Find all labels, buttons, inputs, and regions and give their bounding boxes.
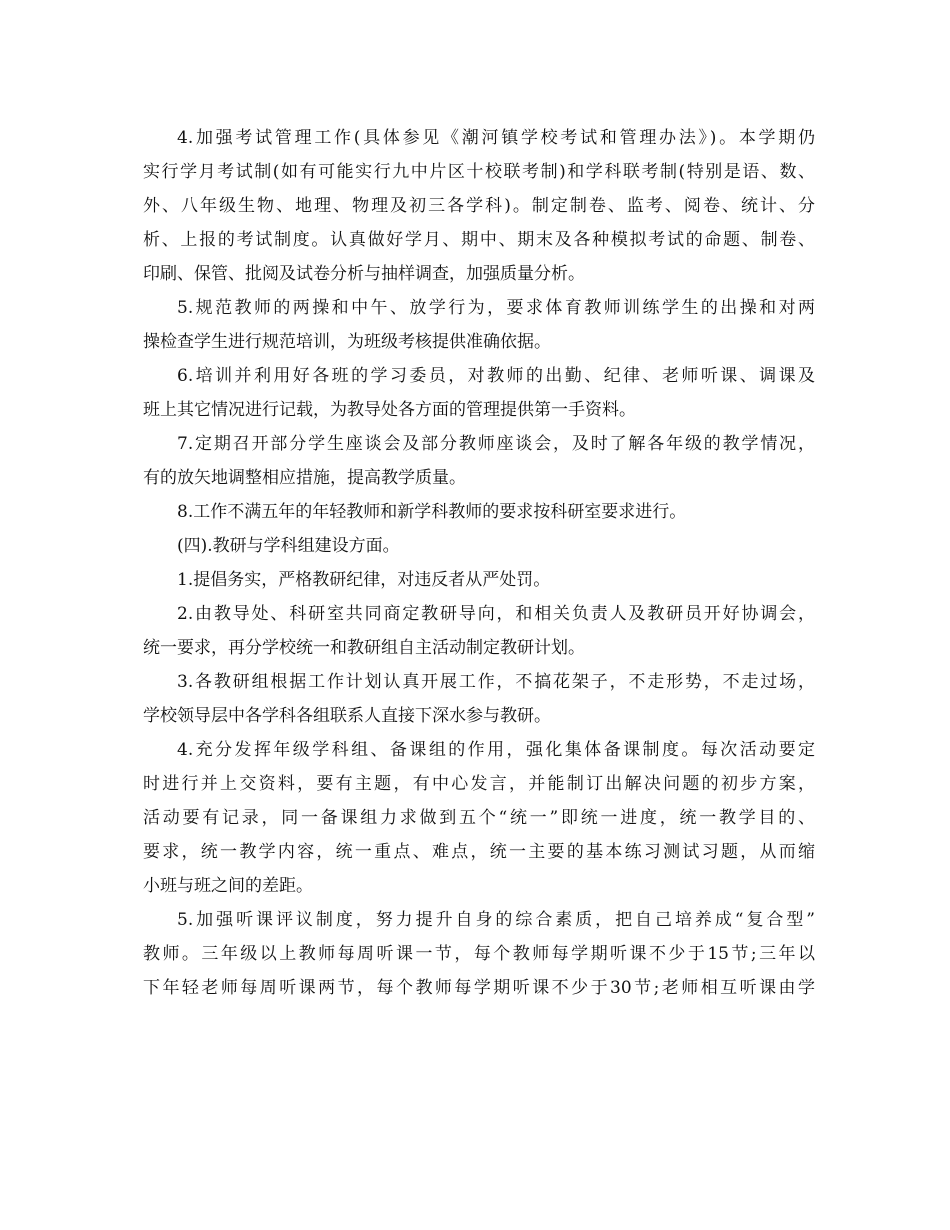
paragraph-line: 6.培训并利用好各班的学习委员，对教师的出勤、纪律、老师听课、调课及 — [177, 366, 815, 386]
paragraph-line: 小班与班之间的差距。 — [143, 876, 313, 896]
paragraph-line: 下年轻老师每周听课两节，每个教师每学期听课不少于30节;老师相互听课由学 — [143, 978, 815, 998]
paragraph-line: 7.定期召开部分学生座谈会及部分教师座谈会，及时了解各年级的教学情况， — [177, 434, 815, 454]
paragraph-line: 要求，统一教学内容，统一重点、难点，统一主要的基本练习测试习题，从而缩 — [143, 842, 815, 862]
paragraph-line: 实行学月考试制(如有可能实行九中片区十校联考制)和学科联考制(特别是语、数、 — [143, 162, 815, 182]
paragraph-line: 析、上报的考试制度。认真做好学月、期中、期末及各种模拟考试的命题、制卷、 — [143, 230, 815, 250]
paragraph-line: 教师。三年级以上教师每周听课一节，每个教师每学期听课不少于15节;三年以 — [143, 944, 815, 964]
paragraph-line: 操检查学生进行规范培训，为班级考核提供准确依据。 — [143, 332, 551, 352]
paragraph-line: 时进行并上交资料，要有主题，有中心发言，并能制订出解决问题的初步方案， — [143, 774, 815, 794]
paragraph-line: 班上其它情况进行记载，为教导处各方面的管理提供第一手资料。 — [143, 400, 636, 420]
paragraph-line: 8.工作不满五年的年轻教师和新学科教师的要求按科研室要求进行。 — [177, 502, 687, 522]
section-heading: (四).教研与学科组建设方面。 — [177, 536, 400, 556]
paragraph-line: 4.加强考试管理工作(具体参见《潮河镇学校考试和管理办法》)。本学期仍 — [177, 128, 815, 148]
paragraph-line: 5.加强听课评议制度，努力提升自身的综合素质，把自己培养成“复合型” — [177, 910, 815, 930]
paragraph-line: 印刷、保管、批阅及试卷分析与抽样调查，加强质量分析。 — [143, 264, 585, 284]
paragraph-line: 5.规范教师的两操和中午、放学行为，要求体育教师训练学生的出操和对两 — [177, 298, 815, 318]
paragraph-line: 3.各教研组根据工作计划认真开展工作，不搞花架子，不走形势，不走过场， — [177, 672, 815, 692]
paragraph-line: 有的放矢地调整相应措施，提高教学质量。 — [143, 468, 466, 488]
paragraph-line: 2.由教导处、科研室共同商定教研导向，和相关负责人及教研员开好协调会， — [177, 604, 815, 624]
paragraph-line: 学校领导层中各学科各组联系人直接下深水参与教研。 — [143, 706, 551, 726]
paragraph-line: 外、八年级生物、地理、物理及初三各学科)。制定制卷、监考、阅卷、统计、分 — [143, 196, 815, 216]
paragraph-line: 统一要求，再分学校统一和教研组自主活动制定教研计划。 — [143, 638, 585, 658]
paragraph-line: 活动要有记录，同一备课组力求做到五个“统一”即统一进度，统一教学目的、 — [143, 808, 815, 828]
paragraph-line: 4.充分发挥年级学科组、备课组的作用，强化集体备课制度。每次活动要定 — [177, 740, 815, 760]
paragraph-line: 1.提倡务实，严格教研纪律，对违反者从严处罚。 — [177, 570, 551, 590]
